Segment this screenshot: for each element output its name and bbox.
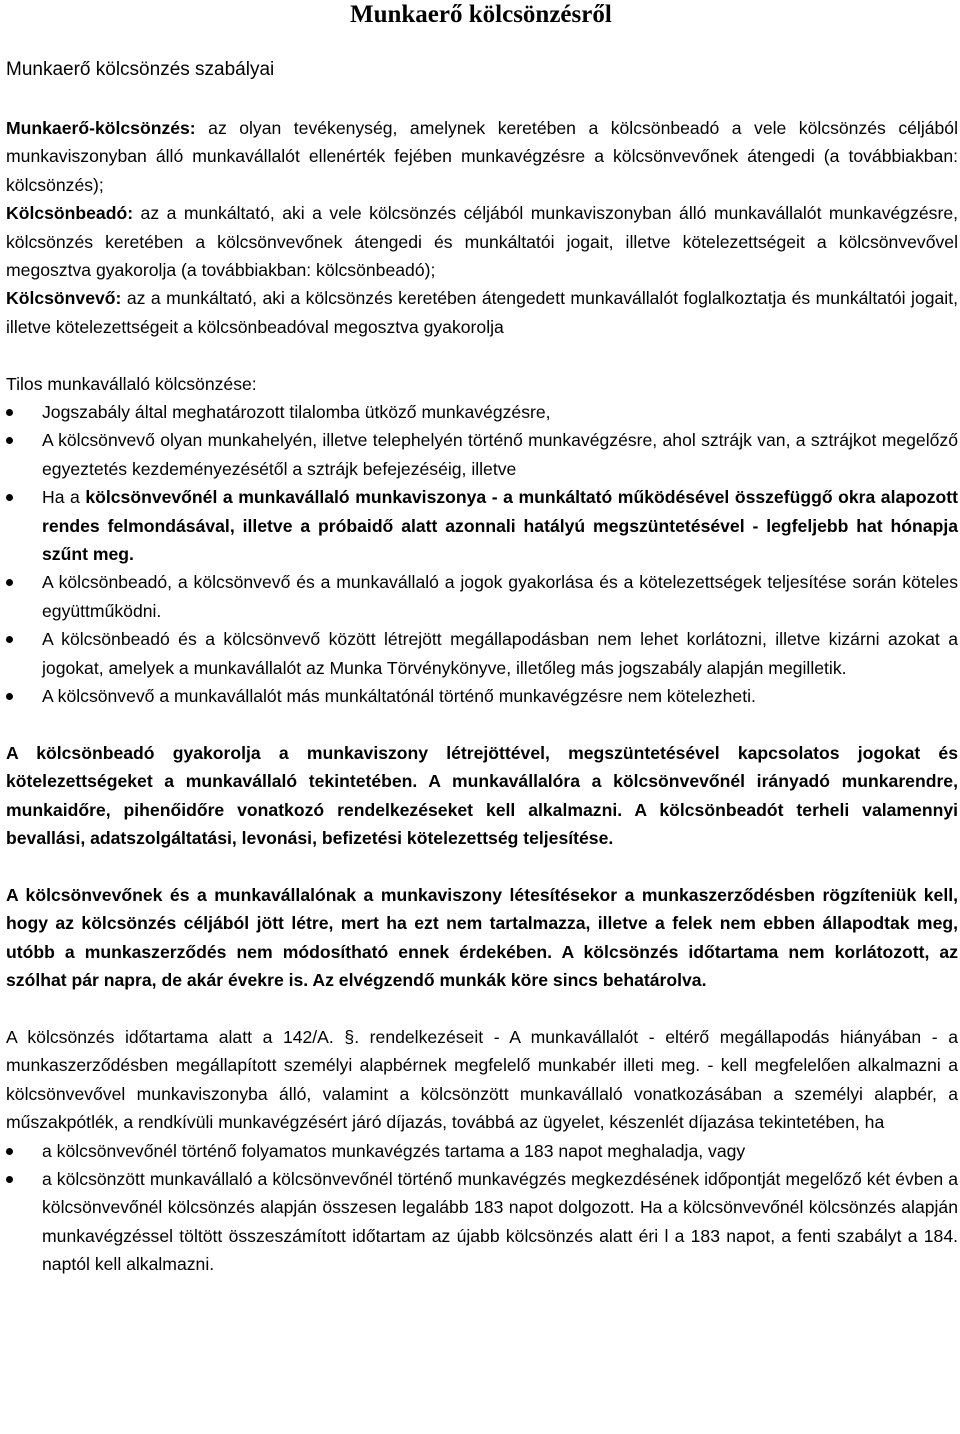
list-item: Ha a kölcsönvevőnél a munkavállaló munkaviszonya - a munkáltató működésével összefüggő okra alapozott rendes felmondásával, illetve a próbaidő alatt azonnali hatályú megszüntetésével - legfeljebb hat hónapja szűnt meg. [6,483,958,568]
definition-term: Kölcsönbeadó: [6,203,134,224]
definition-text: az a munkáltató, aki a vele kölcsönzés céljából munkaviszonyban álló munkavállalót munkavégzésre, kölcsönzés keretében a kölcsönvevőnek átengedi és munkáltatói jogait, illetve kötelezettségeit a kölcsönvevővel megosztva gyakorolja (a továbbiakban: kölcsönbeadó); [6,203,958,281]
bullet-icon [6,1176,13,1183]
definition-item [6,114,958,199]
definition-text: az a munkáltató, aki a kölcsönzés keretében átengedett munkavállalót foglalkoztatja és munkáltatói jogait, illetve kötelezettségeit a kölcsönbeadóval megosztva gyakorolja [6,288,958,337]
list-item: A kölcsönbeadó, a kölcsönvevő és a munkavállaló a jogok gyakorlása és a kötelezettségek teljesítése során köteles együttműködni. [6,568,958,625]
definition-item [6,284,958,341]
list-item: Jogszabály által meghatározott tilalomba ütköző munkavégzésre, [6,398,958,426]
spacer [6,341,958,369]
bullet-icon [6,636,13,643]
conditions-list [6,1137,958,1279]
bullet-icon [6,693,13,700]
list-item: a kölcsönvevőnél történő folyamatos munkavégzés tartama a 183 napot meghaladja, vagy [6,1137,958,1165]
bullet-icon [6,437,13,444]
bullet-icon [6,494,13,501]
definition-term: Munkaerő-kölcsönzés: [6,118,196,138]
prohibited-heading: Tilos munkavállaló kölcsönzése: [6,373,257,394]
spacer [6,711,958,739]
paragraph: A kölcsönzés időtartama alatt a 142/A. §. rendelkezéseit - A munkavállalót - eltérő megállapodás hiányában - a munkaszerződésben megállapított személyi alapbérnek megfelelő munkabér illeti meg. - kell megfelelően alkalmazni a kölcsönvevővel munkaviszonyba álló, valamint a kölcsönzött munkavállaló vonatkozásában a személyi alapbér, a műszakpótlék, a rendkívüli munkavégzésért járó díjazás, továbbá az ügyelet, készenlét díjazása tekintetében, ha [6,1026,958,1133]
bullet-icon [6,579,13,586]
list-item: A kölcsönvevő a munkavállalót más munkáltatónál történő munkavégzésre nem kötelezheti. [6,682,958,710]
bullet-icon [6,1148,13,1155]
document-body [6,114,958,1279]
definition-term: Kölcsönvevő: [6,288,122,309]
definitions-block [6,114,958,341]
spacer [6,853,958,881]
prohibited-list [6,398,958,710]
bold-paragraph: A kölcsönbeadó gyakorolja a munkaviszony létrejöttével, megszüntetésével kapcsolatos jogokat és kötelezettségeket a munkavállaló tekintetében. A munkavállalóra a kölcsönvevőnél irányadó munkarendre, munkaidőre, pihenőidőre vonatkozó rendelkezéseket kell alkalmazni. A kölcsönbeadót terheli valamennyi bevallási, adatszolgáltatási, levonási, befizetési kötelezettség teljesítése. [6,742,958,849]
definition-text: az olyan tevékenység, amelynek keretében a kölcsönbeadó a vele kölcsönzés céljából munkaviszonyban álló munkavállalót ellenérték fejében munkavégzésre a kölcsönvevőnek átengedi (a továbbiakban: kölcsönzés); [6,118,958,195]
document-title: Munkaerő kölcsönzésről [350,1,612,28]
list-item: A kölcsönvevő olyan munkahelyén, illetve telephelyén történő munkavégzésre, ahol sztrájk van, a sztrájkot megelőző egyeztetés kezdeményezésétől a sztrájk befejezéséig, illetve [6,426,958,483]
list-item: a kölcsönzött munkavállaló a kölcsönvevőnél történő munkavégzés megkezdésének időpontját megelőző két évben a kölcsönvevőnél kölcsönzés alapján összesen legalább 183 napot dolgozott. Ha a kölcsönvevőnél kölcsönzés alapján munkavégzéssel töltött összeszámított időtartam az újabb kölcsönzés alatt éri l a 183 napot, a fenti szabályt a 184. naptól kell alkalmazni. [6,1165,958,1279]
list-item: A kölcsönbeadó és a kölcsönvevő között létrejött megállapodásban nem lehet korlátozni, illetve kizárni azokat a jogokat, amelyek a munkavállalót az Munka Törvénykönyve, illetőleg más jogszabály alapján megilletik. [6,625,958,682]
bold-paragraph: A kölcsönvevőnek és a munkavállalónak a munkaviszony létesítésekor a munkaszerződésben rögzíteniük kell, hogy az kölcsönzés céljából jött létre, mert ha ezt nem tartalmazza, illetve a felek nem ebben állapodtak meg, utóbb a munkaszerződés nem módosítható ennek érdekében. A kölcsönzés időtartama nem korlátozott, az szólhat pár napra, de akár évekre is. Az elvégzendő munkák köre sincs behatárolva. [6,884,958,991]
spacer [6,995,958,1023]
definition-item [6,199,958,284]
bullet-icon [6,409,13,416]
section-heading: Munkaerő kölcsönzés szabályai [6,59,275,80]
